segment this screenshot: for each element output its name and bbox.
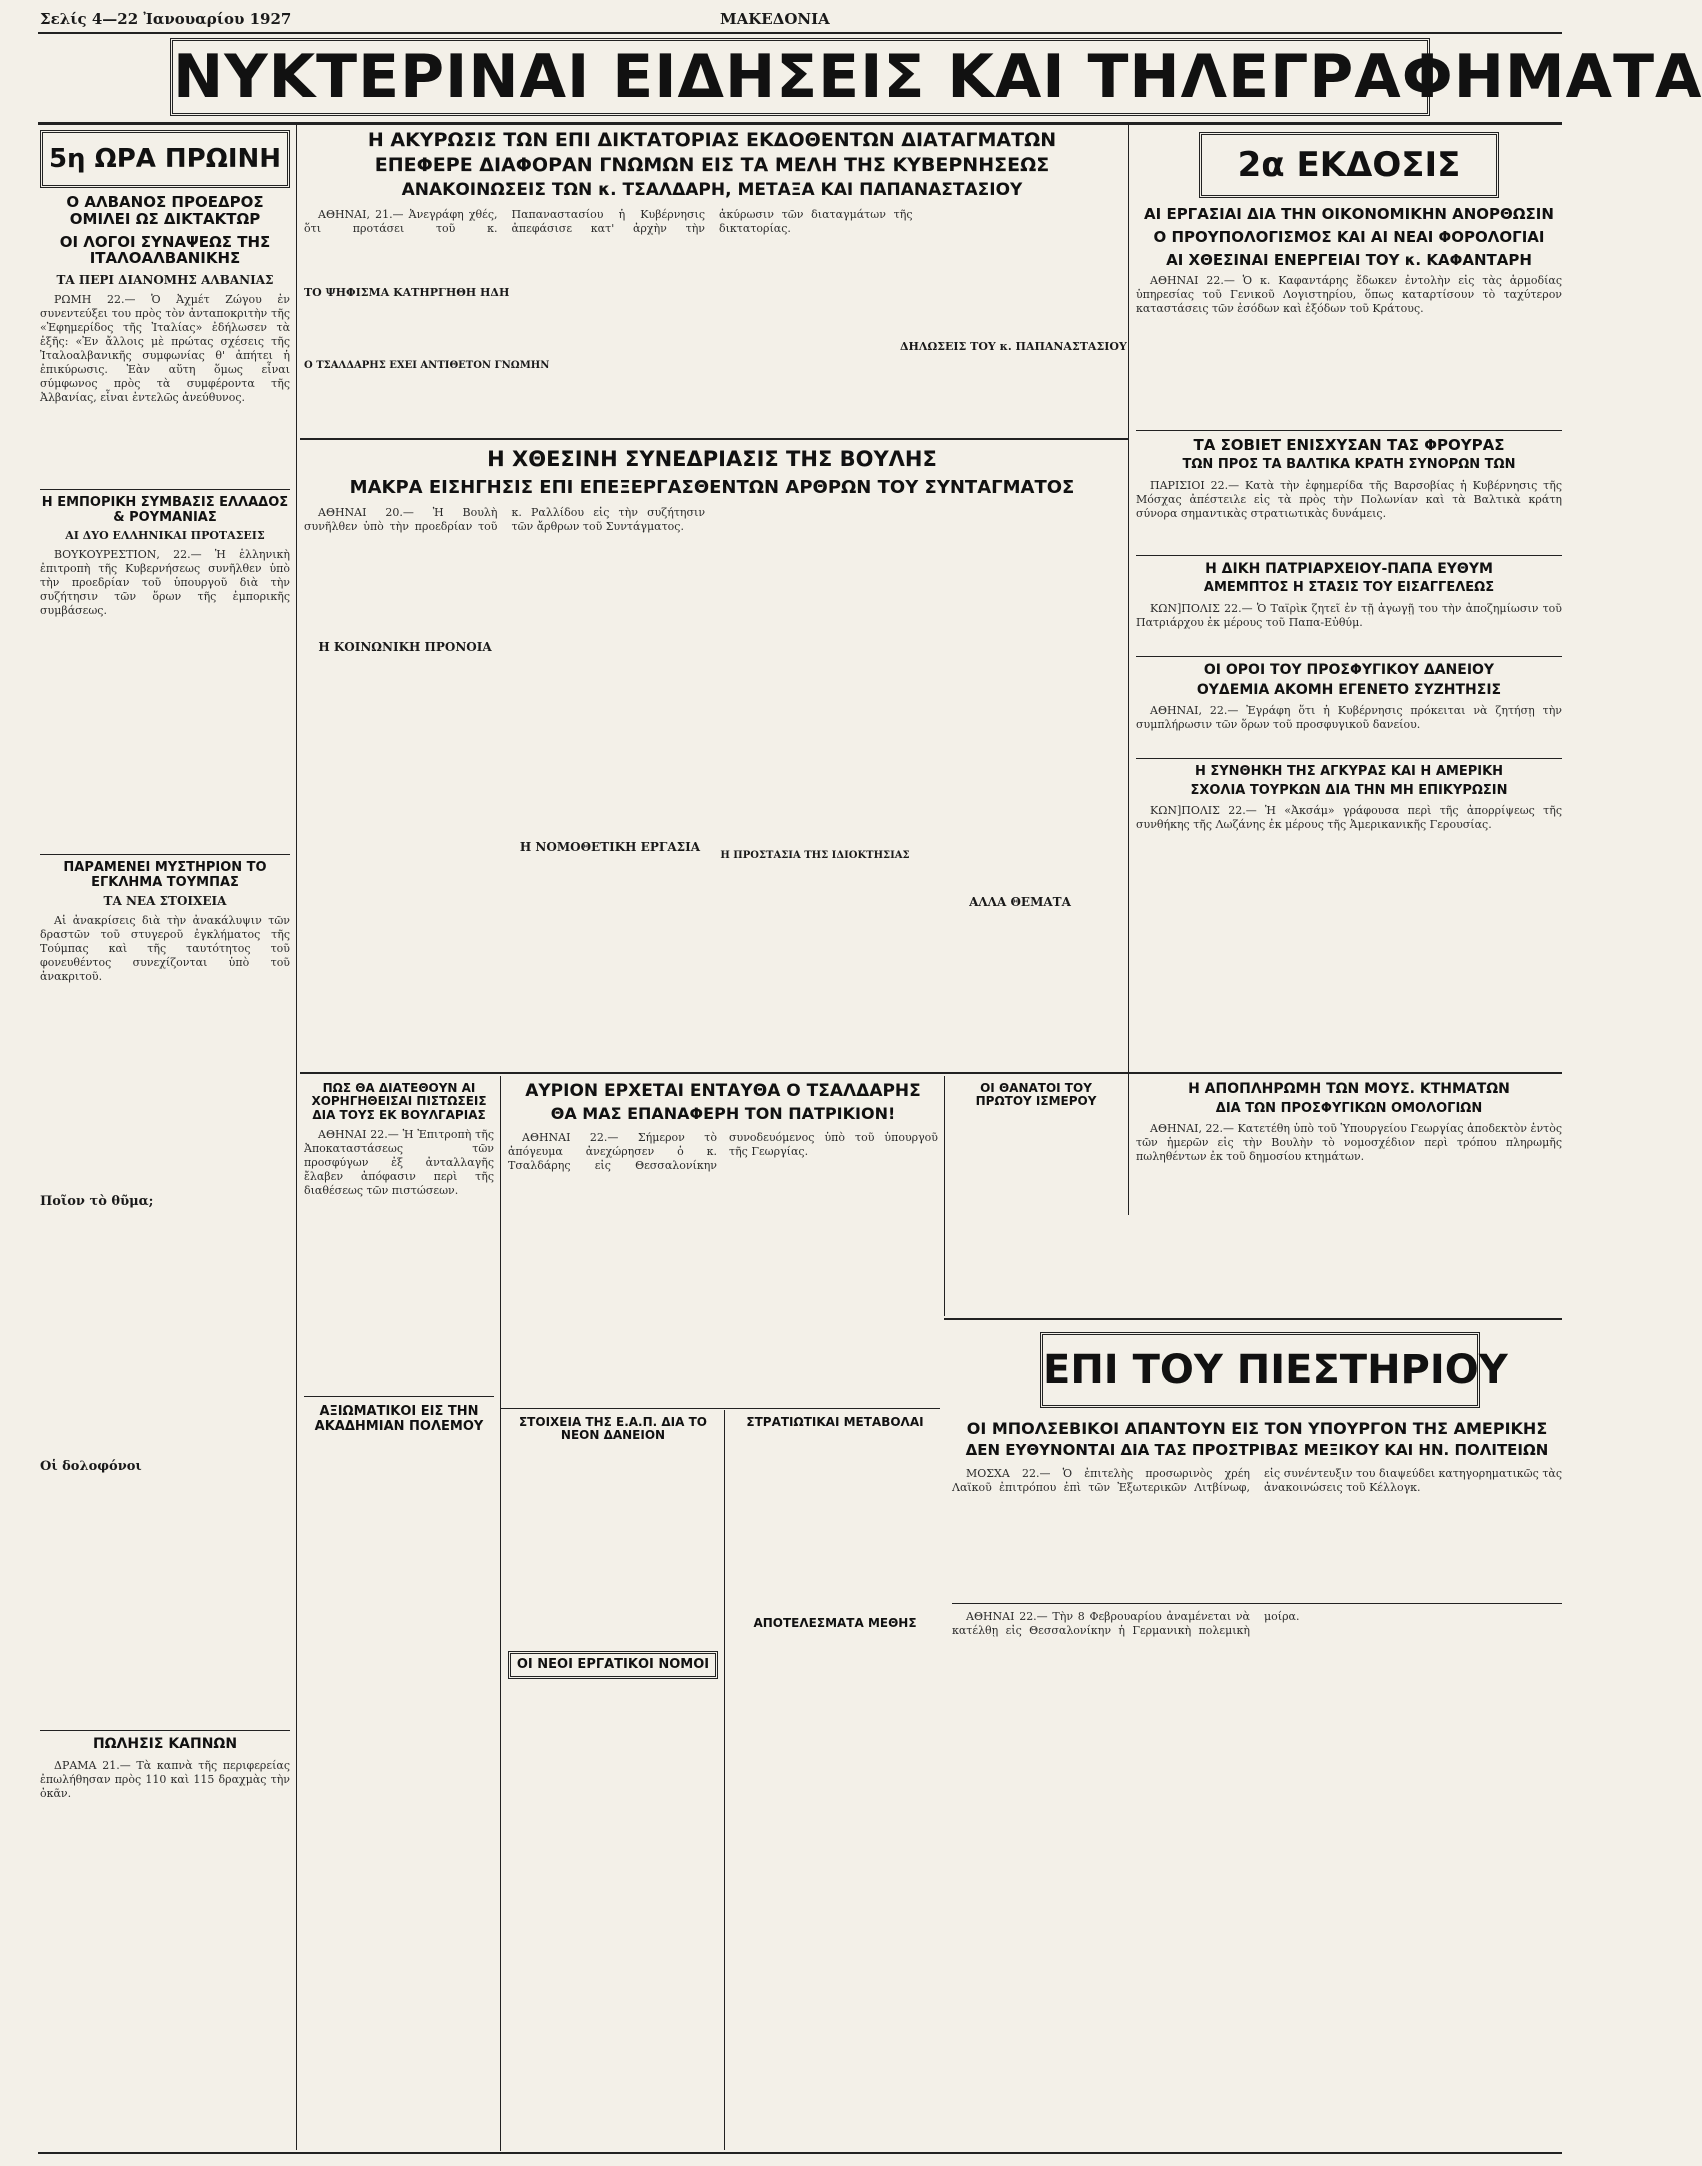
headline-patriarchate-trial: Η ΔΙΚΗ ΠΑΤΡΙΑΡΧΕΙΟΥ-ΠΑΠΑ ΕΥΘΥΜ bbox=[1205, 560, 1493, 577]
article-refugee-loan: ΑΘΗΝΑΙ, 22.— Ἐγράφη ὅτι ἡ Κυβέρνησις πρόκειται νὰ ζητήσῃ τὴν συμπλήρωσιν τῶν ὅρων τοῦ προσφυγικοῦ δανείου. bbox=[1136, 704, 1562, 732]
headline-on-press: ΕΠΙ ΤΟΥ ΠΙΕΣΤΗΡΙΟΥ bbox=[1043, 1347, 1508, 1393]
article-trade: ΒΟΥΚΟΥΡΕΣΤΙΟΝ, 22.— Ἡ ἑλληνικὴ ἐπιτροπὴ τῆς Κυβερνήσεως συνῆλθεν ὑπὸ τὴν προεδρίαν τοῦ ὑπουργοῦ διὰ τὴν συζήτησιν τῶν ὅρων τῆς ἐμπορικῆς συμβάσεως. bbox=[40, 548, 290, 618]
headline-toumba-crime: ΠΑΡΑΜΕΝΕΙ ΜΥΣΤΗΡΙΟΝ ΤΟ ΕΓΚΛΗΜΑ ΤΟΥΜΠΑΣ bbox=[63, 860, 267, 890]
headline-parliament-session: Η ΧΘΕΣΙΝΗ ΣΥΝΕΔΡΙΑΣΙΣ ΤΗΣ ΒΟΥΛΗΣ bbox=[487, 447, 937, 471]
issue-date: Σελίς 4—22 Ἰανουαρίου 1927 bbox=[40, 10, 292, 28]
headline-decrees-annulment: Η ΑΚΥΡΩΣΙΣ ΤΩΝ ΕΠΙ ΔΙΚΤΑΤΟΡΙΑΣ ΕΚΔΟΘΕΝΤΩΝ ΔΙΑΤΑΓΜΑΤΩΝ bbox=[367, 129, 1057, 151]
headline-military-changes: ΣΤΡΑΤΙΩΤΙΚΑΙ ΜΕΤΑΒΟΛΑΙ bbox=[746, 1415, 924, 1429]
subhead-new-evidence: ΤΑ ΝΕΑ ΣΤΟΙΧΕΙΑ bbox=[103, 894, 227, 909]
article-bolsheviks: ΜΟΣΧΑ 22.— Ὁ ἐπιτελὴς προσωρινὸς χρέη Λαϊκοῦ ἐπιτρόπου ἐπὶ τῶν Ἐξωτερικῶν Λιτβίνωφ, εἰς συνέντευξιν του διαψεύδει κατηγορηματικῶς τὰς ἀνακοινώσεις τοῦ Κέλλογκ. bbox=[952, 1466, 1562, 1494]
second-edition-title: 2α ΕΚΔΟΣΙΣ bbox=[1237, 145, 1461, 185]
banner-box bbox=[170, 38, 1702, 116]
headline-soviets: ΤΑ ΣΟΒΙΕΤ ΕΝΙΣΧΥΣΑΝ ΤΑΣ ΦΡΟΥΡΑΣ bbox=[1193, 436, 1505, 455]
article-tsaldaris: ΑΘΗΝΑΙ 22.— Σήμερον τὸ ἀπόγευμα ἀνεχώρησεν ὁ κ. Τσαλδάρης εἰς Θεσσαλονίκην συνοδευόμενος ὑπὸ τοῦ ὑπουργοῦ τῆς Γεωργίας. bbox=[508, 1130, 938, 1172]
headline-refugee-loan: ΟΙ ΟΡΟΙ ΤΟΥ ΠΡΟΣΦΥΓΙΚΟΥ ΔΑΝΕΙΟΥ bbox=[1203, 661, 1495, 678]
labor-laws-box bbox=[508, 1651, 718, 1680]
parliament-article bbox=[304, 448, 1120, 1068]
headline-drunkenness: ΑΠΟΤΕΛΕΣΜΑΤΑ ΜΕΘΗΣ bbox=[753, 1616, 917, 1631]
headline-no-discussion: ΟΥΔΕΜΙΑ ΑΚΟΜΗ ΕΓΕΝΕΤΟ ΣΥΖΗΤΗΣΙΣ bbox=[1196, 681, 1502, 698]
article-decrees: ΑΘΗΝΑΙ, 21.— Ἀνεγράφη χθές, ὅτι προτάσει τοῦ κ. Παπαναστασίου ἡ Κυβέρνησις ἀπεφάσισε κατ' ἀρχὴν τὴν ἀκύρωσιν τῶν διαταγμάτων τῆς δικτατορίας. bbox=[304, 207, 913, 235]
right-column bbox=[1136, 130, 1562, 1070]
article-german-fleet: ΑΘΗΝΑΙ 22.— Τὴν 8 Φεβρουαρίου ἀναμένεται νὰ κατέλθῃ εἰς Θεσσαλονίκην ἡ Γερμανικὴ πολεμικὴ μοίρα. bbox=[952, 1609, 1300, 1637]
subhead-murderers: Οἱ δολοφόνοι bbox=[40, 1459, 142, 1475]
banner-title: ΝΥΚΤΕΡΙΝΑΙ ΕΙΔΗΣΕΙΣ ΚΑΙ ΤΗΛΕΓΡΑΦΗΜΑΤΑ bbox=[173, 42, 1702, 112]
headline-refugee-bonds: ΔΙΑ ΤΩΝ ΠΡΟΣΦΥΓΙΚΩΝ ΟΜΟΛΟΓΙΩΝ bbox=[1215, 1100, 1483, 1116]
morning-box bbox=[40, 130, 290, 188]
tsaldaris-article bbox=[508, 1082, 938, 1402]
paper-name: ΜΑΚΕΔΟΝΙΑ bbox=[720, 10, 830, 28]
subhead-victim: Ποῖον τὸ θῦμα; bbox=[40, 1194, 154, 1210]
subhead-other-topics: ΑΛΛΑ ΘΕΜΑΤΑ bbox=[969, 895, 1071, 909]
headline-ankara-treaty: Η ΣΥΝΘΗΚΗ ΤΗΣ ΑΓΚΥΡΑΣ ΚΑΙ Η ΑΜΕΡΙΚΗ bbox=[1194, 764, 1504, 780]
subhead-legislative-work: Η ΝΟΜΟΘΕΤΙΚΗ ΕΡΓΑΣΙΑ bbox=[519, 840, 701, 854]
headline-albanian-president: Ο ΑΛΒΑΝΟΣ ΠΡΟΕΔΡΟΣ ΟΜΙΛΕΙ ΩΣ ΔΙΚΤΑΚΤΩΡ bbox=[66, 193, 264, 228]
article-soviets: ΠΑΡΙΣΙΟΙ 22.— Κατὰ τὴν ἐφημερίδα τῆς Βαρσοβίας ἡ Κυβέρνησις τῆς Μόσχας ἀπέστειλε εἰς τὰ πρὸς τὴν Πολωνίαν καὶ τὰ Βαλτικὰ κράτη σύνορα σημαντικὰς στρατιωτικὰς δυνάμεις. bbox=[1136, 478, 1562, 520]
headline-tsaldaris-arrives: ΑΥΡΙΟΝ ΕΡΧΕΤΑΙ ΕΝΤΑΥΘΑ Ο ΤΣΑΛΔΑΡΗΣ bbox=[525, 1081, 921, 1101]
headline-kafantaris: ΑΙ ΧΘΕΣΙΝΑΙ ΕΝΕΡΓΕΙΑΙ ΤΟΥ κ. ΚΑΦΑΝΤΑΡΗ bbox=[1166, 250, 1532, 269]
article-tobacco: ΔΡΑΜΑ 21.— Τὰ καπνὰ τῆς περιφερείας ἐπωλήθησαν πρὸς 110 καὶ 115 δραχμὰς τὴν ὀκᾶν. bbox=[40, 1759, 290, 1801]
headline-constitution-articles: ΜΑΚΡΑ ΕΙΣΗΓΗΣΙΣ ΕΠΙ ΕΠΕΞΕΡΓΑΣΘΕΝΤΩΝ ΑΡΘΡΩΝ ΤΟΥ ΣΥΝΤΑΓΜΑΤΟΣ bbox=[349, 476, 1075, 498]
headline-tobacco-sales: ΠΩΛΗΣΙΣ ΚΑΠΝΩΝ bbox=[92, 1736, 238, 1753]
subhead-tsaldaris-opinion: Ο ΤΣΑΛΔΑΡΗΣ ΕΧΕΙ ΑΝΤΙΘΕΤΟΝ ΓΝΩΜΗΝ bbox=[304, 360, 550, 371]
headline-eap-loan: ΣΤΟΙΧΕΙΑ ΤΗΣ Ε.Α.Π. ΔΙΑ ΤΟ ΝΕΟΝ ΔΑΝΕΙΟΝ bbox=[518, 1415, 707, 1443]
center-top-article bbox=[304, 129, 1127, 430]
bolsheviks-article bbox=[952, 1420, 1562, 2160]
headline-economic-recovery: ΑΙ ΕΡΓΑΣΙΑΙ ΔΙΑ ΤΗΝ ΟΙΚΟΝΟΜΙΚΗΝ ΑΝΟΡΘΩΣΙΝ bbox=[1144, 205, 1554, 223]
headline-announcements: ΑΝΑΚΟΙΝΩΣΕΙΣ ΤΩΝ κ. ΤΣΑΛΔΑΡΗ, ΜΕΤΑΞΑ ΚΑΙ ΠΑΠΑΝΑΣΤΑΣΙΟΥ bbox=[401, 179, 1023, 200]
headline-labor-laws: ΟΙ ΝΕΟΙ ΕΡΓΑΤΙΚΟΙ ΝΟΜΟΙ bbox=[516, 1656, 710, 1672]
left-column bbox=[40, 130, 290, 2160]
subhead-albania-division: ΤΑ ΠΕΡΙ ΔΙΑΝΟΜΗΣ ΑΛΒΑΝΙΑΣ bbox=[56, 273, 274, 288]
headline-estates-payment: Η ΑΠΟΠΛΗΡΩΜΗ ΤΩΝ ΜΟΥΣ. ΚΤΗΜΑΤΩΝ bbox=[1188, 1081, 1510, 1097]
headline-treaty-reasons: ΟΙ ΛΟΓΟΙ ΣΥΝΑΨΕΩΣ ΤΗΣ ΙΤΑΛΟΑΛΒΑΝΙΚΗΣ bbox=[59, 232, 271, 268]
headline-cabinet-disagreement: ΕΠΕΦΕΡΕ ΔΙΑΦΟΡΑΝ ΓΝΩΜΩΝ ΕΙΣ ΤΑ ΜΕΛΗ ΤΗΣ ΚΥΒΕΡΝΗΣΕΩΣ bbox=[374, 154, 1050, 177]
estates-article bbox=[1136, 1082, 1562, 1232]
subhead-social-welfare: Η ΚΟΙΝΩΝΙΚΗ ΠΡΟΝΟΙΑ bbox=[318, 640, 492, 654]
headline-baltic-borders: ΤΩΝ ΠΡΟΣ ΤΑ ΒΑΛΤΙΚΑ ΚΡΑΤΗ ΣΥΝΟΡΩΝ ΤΩΝ bbox=[1182, 457, 1516, 473]
article-kafantaris: ΑΘΗΝΑΙ 22.— Ὁ κ. Καφαντάρης ἔδωκεν ἐντολὴν εἰς τὰς ἁρμοδίας ὑπηρεσίας τοῦ Γενικοῦ Λογιστηρίου, ὅπως καταρτίσουν τὸ ταχύτερον καταστάσεις τῶν ἐσόδων καὶ ἐξόδων τοῦ Κράτους. bbox=[1136, 274, 1562, 316]
headline-prosecutor: ΑΜΕΜΠΤΟΣ Η ΣΤΑΣΙΣ ΤΟΥ ΕΙΣΑΓΓΕΛΕΩΣ bbox=[1203, 580, 1495, 596]
headline-credits-bulgaria: ΠΩΣ ΘΑ ΔΙΑΤΕΘΟΥΝ ΑΙ ΧΟΡΗΓΗΘΕΙΣΑΙ ΠΙΣΤΩΣΕΙΣ ΔΙΑ ΤΟΥΣ ΕΚ ΒΟΥΛΓΑΡΙΑΣ bbox=[311, 1081, 487, 1122]
headline-patrician: ΘΑ ΜΑΣ ΕΠΑΝΑΦΕΡΗ ΤΟΝ ΠΑΤΡΙΚΙΟΝ! bbox=[550, 1104, 896, 1124]
subhead-papanastasiou: ΔΗΛΩΣΕΙΣ ΤΟΥ κ. ΠΑΠΑΝΑΣΤΑΣΙΟΥ bbox=[900, 340, 1127, 353]
military-column bbox=[730, 1416, 940, 2156]
subhead-property-protection: Η ΠΡΟΣΤΑΣΙΑ ΤΗΣ ΙΔΙΟΚΤΗΣΙΑΣ bbox=[720, 850, 910, 861]
headline-budget: Ο ΠΡΟΥΠΟΛΟΓΙΣΜΟΣ ΚΑΙ ΑΙ ΝΕΑΙ ΦΟΡΟΛΟΓΙΑΙ bbox=[1153, 227, 1545, 246]
article-albania: ΡΩΜΗ 22.— Ὁ Ἀχμέτ Ζώγου ἐν συνεντεύξει του πρὸς τὸν ἀνταποκριτὴν τῆς «Ἐφημερίδος τῆς Ἰταλίας» ἐδήλωσεν τὰ ἑξῆς: «Ἐν ἄλλοις μὲ πρώτας σχέσεις τῆς Ἰταλοαλβανικῆς συμφωνίας θ' ἀπήτει ἡ ἐπικύρωσις. Ἐὰν αὕτη ὅμως εἶναι σύμφωνος πρὸς τὰ συμφέροντα τῆς Ἀλβανίας, εἶναι ἐντελῶς ἀνεύθυνος. bbox=[40, 293, 290, 405]
article-credits: ΑΘΗΝΑΙ 22.— Ἡ Ἐπιτροπὴ τῆς Ἀποκαταστάσεως τῶν προσφύγων ἐξ ἀνταλλαγῆς ἔλαβεν ἀπόφασιν περὶ τῆς διαθέσεως τῶν πιστώσεων. bbox=[304, 1128, 494, 1198]
article-patriarchate: ΚΩΝ]ΠΟΛΙΣ 22.— Ὁ Ταϊρὶκ ζητεῖ ἐν τῇ ἀγωγῇ του τὴν ἀποζημίωσιν τοῦ Πατριάρχου ἐκ μέρους τοῦ Παπα-Εὐθύμ. bbox=[1136, 601, 1562, 629]
headline-turkish-comments: ΣΧΟΛΙΑ ΤΟΥΡΚΩΝ ΔΙΑ ΤΗΝ ΜΗ ΕΠΙΚΥΡΩΣΙΝ bbox=[1190, 782, 1508, 798]
subhead-greek-proposals: ΑΙ ΔΥΟ ΕΛΛΗΝΙΚΑΙ ΠΡΟΤΑΣΕΙΣ bbox=[65, 529, 265, 543]
credits-column bbox=[304, 1082, 494, 2152]
headline-war-academy: ΑΞΙΩΜΑΤΙΚΟΙ ΕΙΣ ΤΗΝ ΑΚΑΔΗΜΙΑΝ ΠΟΛΕΜΟΥ bbox=[314, 1404, 484, 1434]
morning-title: 5η ΩΡΑ ΠΡΩΙΝΗ bbox=[48, 144, 282, 174]
article-parliament: ΑΘΗΝΑΙ 20.— Ἡ Βουλὴ συνῆλθεν ὑπὸ τὴν προεδρίαν τοῦ κ. Ραλλίδου εἰς τὴν συζήτησιν τῶν ἄρθρων τοῦ Συντάγματος. bbox=[304, 505, 705, 533]
headline-deaths: ΟΙ ΘΑΝΑΤΟΙ ΤΟΥ ΠΡΩΤΟΥ ΙΣΜΕΡΟΥ bbox=[975, 1081, 1097, 1109]
headline-mexico-usa: ΔΕΝ ΕΥΘΥΝΟΝΤΑΙ ΔΙΑ ΤΑΣ ΠΡΟΣΤΡΙΒΑΣ ΜΕΞΙΚΟΥ ΚΑΙ ΗΝ. ΠΟΛΙΤΕΙΩΝ bbox=[965, 1440, 1549, 1459]
deaths-column bbox=[950, 1082, 1122, 1312]
headline-bolsheviks: ΟΙ ΜΠΟΛΣΕΒΙΚΟΙ ΑΠΑΝΤΟΥΝ ΕΙΣ ΤΟΝ ΥΠΟΥΡΓΟΝ ΤΗΣ ΑΜΕΡΙΚΗΣ bbox=[966, 1419, 1548, 1438]
article-toumba: Αἱ ἀνακρίσεις διὰ τὴν ἀνακάλυψιν τῶν δραστῶν τοῦ στυγεροῦ ἐγκλήματος τῆς Τούμπας καὶ τῆς ταυτότητος τοῦ φονευθέντος συνεχίζονται ὑπὸ τοῦ ἀνακριτοῦ. bbox=[40, 914, 290, 984]
headline-trade-convention: Η ΕΜΠΟΡΙΚΗ ΣΥΜΒΑΣΙΣ ΕΛΛΑΔΟΣ & ΡΟΥΜΑΝΙΑΣ bbox=[41, 495, 289, 525]
second-edition-box bbox=[1199, 132, 1499, 198]
subhead-decree-abolished: ΤΟ ΨΗΦΙΣΜΑ ΚΑΤΗΡΓΗΘΗ ΗΔΗ bbox=[304, 286, 510, 299]
press-box bbox=[1040, 1332, 1508, 1408]
eap-column bbox=[508, 1416, 718, 2156]
article-ankara: ΚΩΝ]ΠΟΛΙΣ 22.— Ἡ «Ἀκσάμ» γράφουσα περὶ τῆς ἀπορρίψεως τῆς συνθήκης τῆς Λωζάνης ἐκ μέρους τῆς Ἀμερικανικῆς Γερουσίας. bbox=[1136, 804, 1562, 832]
article-estates: ΑΘΗΝΑΙ, 22.— Κατετέθη ὑπὸ τοῦ Ὑπουργείου Γεωργίας ἀποδεκτὸν ἐντὸς τῶν ἡμερῶν εἰς τὴν Βουλὴν τὸ νομοσχέδιον περὶ τρόπου πληρωμῆς πωληθέντων ἐκ τοῦ δημοσίου κτημάτων. bbox=[1136, 1122, 1562, 1164]
